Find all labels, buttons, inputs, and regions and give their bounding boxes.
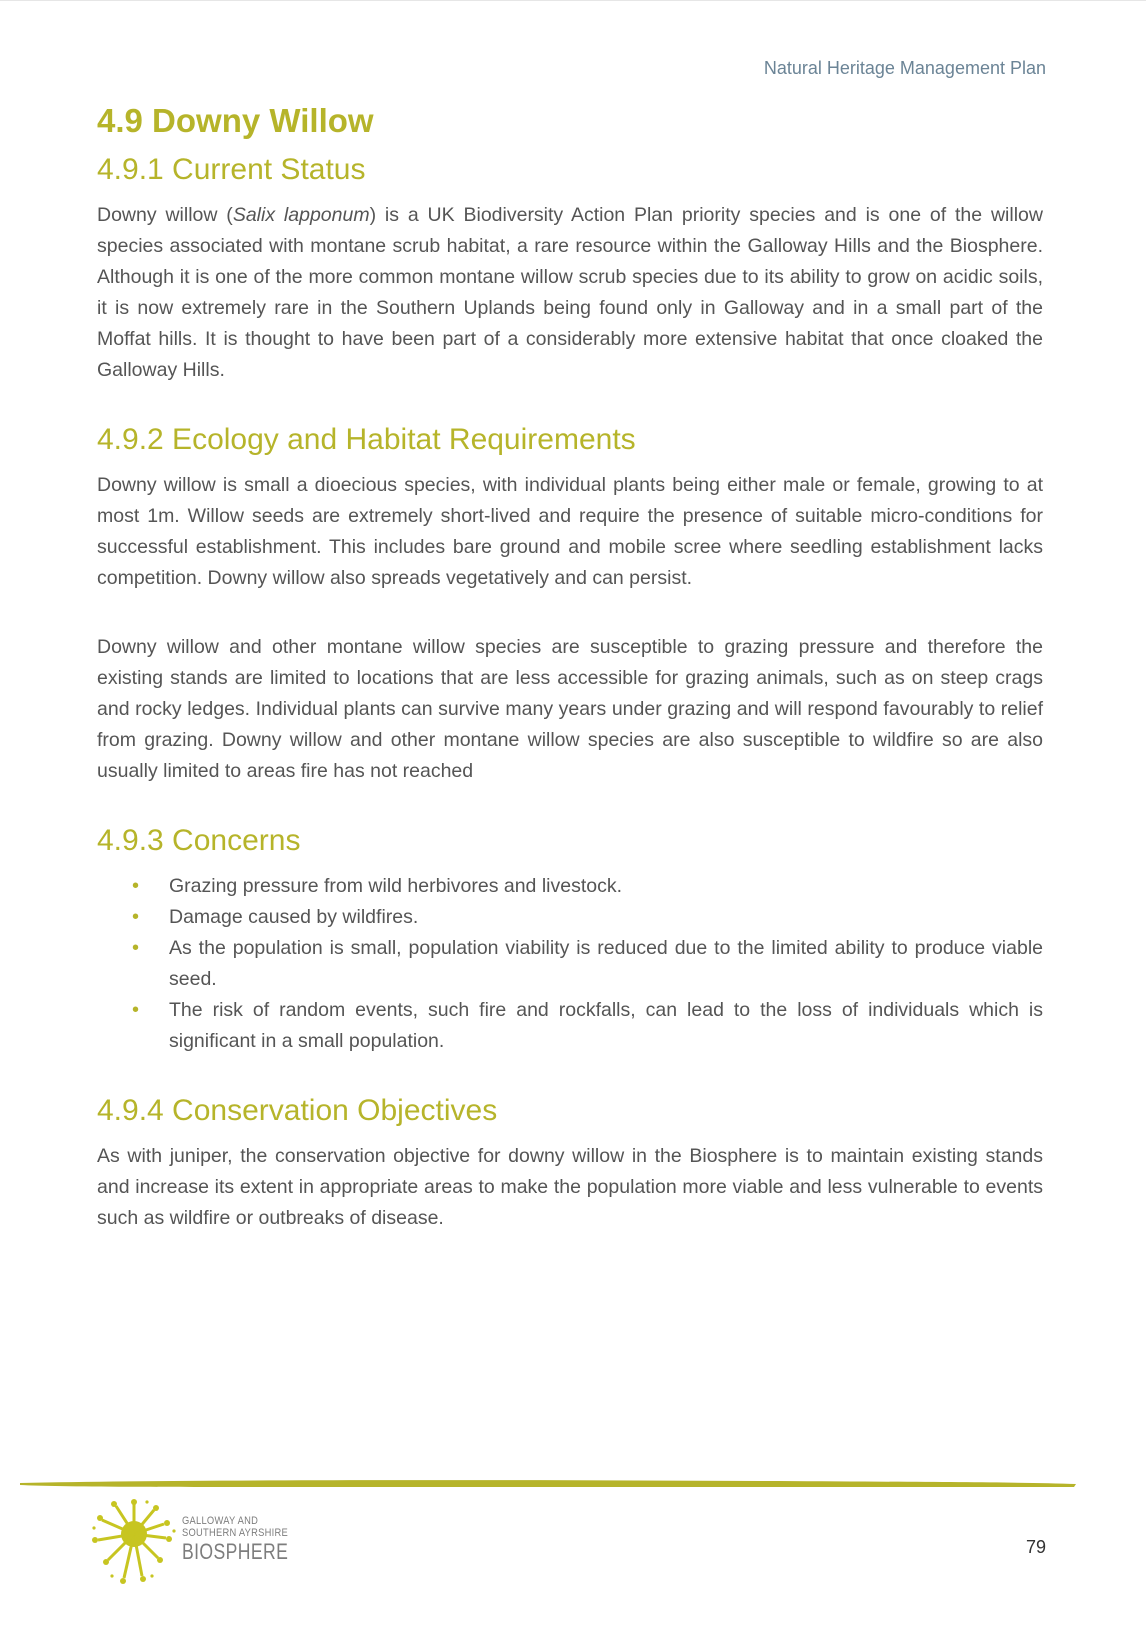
list-item	[97, 995, 1043, 1057]
page-title: 4.9 Downy Willow	[97, 102, 374, 139]
list-item	[97, 902, 1043, 933]
concerns-list	[97, 871, 1043, 1057]
footer-divider	[18, 1476, 1078, 1490]
heading-current-status: 4.9.1 Current Status	[97, 153, 366, 186]
bullet-icon: •	[132, 999, 140, 1021]
section-ecology	[97, 422, 1043, 787]
paragraph-ecology-1: Downy willow is small a dioecious species, with individual plants being either male or female, growing to at most 1m. Willow seeds are extremely short-lived and require the presence of suitable micro-conditions for successful establishment. This includes bare ground and mobile scree where seedling establishment lacks competition. Downy willow also spreads vegetatively and can persist.	[97, 474, 1043, 589]
paragraph-objectives: As with juniper, the conservation objective for downy willow in the Biosphere is to maintain existing stands and increase its extent in appropriate areas to make the population more viable and less vulnerable to events such as wildfire or outbreaks of disease.	[97, 1145, 1043, 1229]
heading-ecology: 4.9.2 Ecology and Habitat Requirements	[97, 423, 636, 456]
list-item-text: The risk of random events, such fire and rockfalls, can lead to the loss of individuals which is significant in a small population.	[169, 999, 1043, 1052]
page-number: 79	[1025, 1537, 1046, 1557]
biosphere-logo-text	[182, 1516, 315, 1563]
page-content	[97, 102, 1043, 1270]
list-item-text: As the population is small, population viability is reduced due to the limited ability to produce viable seed.	[169, 937, 1043, 990]
text-run: ) is a UK Biodiversity Action Plan priority species and is one of the willow species associated with montane scrub habitat, a rare resource within the Galloway Hills and the Biosphere. Although it is one of the more common montane willow scrub species due to its ability to grow on acidic soils, it is now extremely rare in the Southern Uplands being found only in Galloway and in a small part of the Moffat hills. It is thought to have been part of a considerably more extensive habitat that once cloaked the Galloway Hills.	[97, 204, 1043, 381]
bullet-icon: •	[132, 937, 140, 959]
list-item	[97, 933, 1043, 995]
heading-concerns: 4.9.3 Concerns	[97, 824, 301, 857]
running-header: Natural Heritage Management Plan	[763, 58, 1046, 78]
text-run: Downy willow (	[97, 204, 233, 226]
page-top-border	[0, 0, 1146, 1]
heading-objectives: 4.9.4 Conservation Objectives	[97, 1094, 498, 1127]
logo-line-3: BIOSPHERE	[182, 1539, 289, 1564]
section-concerns	[97, 823, 1043, 1057]
list-item-text: Grazing pressure from wild herbivores and livestock.	[169, 875, 623, 897]
logo-line-2: SOUTHERN AYRSHIRE	[182, 1527, 288, 1539]
bullet-icon: •	[132, 875, 140, 897]
paragraph-ecology-2: Downy willow and other montane willow species are susceptible to grazing pressure and therefore the existing stands are limited to locations that are less accessible for grazing animals, such as on steep crags and rocky ledges. Individual plants can survive many years under grazing and will respond favourably to relief from grazing. Downy willow and other montane willow species are also susceptible to wildfire so are also usually limited to areas fire has not reached	[97, 636, 1043, 782]
paragraph-current-status	[97, 200, 1043, 386]
bullet-icon: •	[132, 906, 140, 928]
paragraph-gap	[97, 594, 1043, 632]
species-latin-name: Salix lapponum	[232, 204, 370, 226]
logo-line-1: GALLOWAY AND	[182, 1515, 259, 1527]
section-objectives	[97, 1093, 1043, 1234]
list-item	[97, 871, 1043, 902]
section-current-status	[97, 152, 1043, 386]
list-item-text: Damage caused by wildfires.	[169, 906, 419, 928]
